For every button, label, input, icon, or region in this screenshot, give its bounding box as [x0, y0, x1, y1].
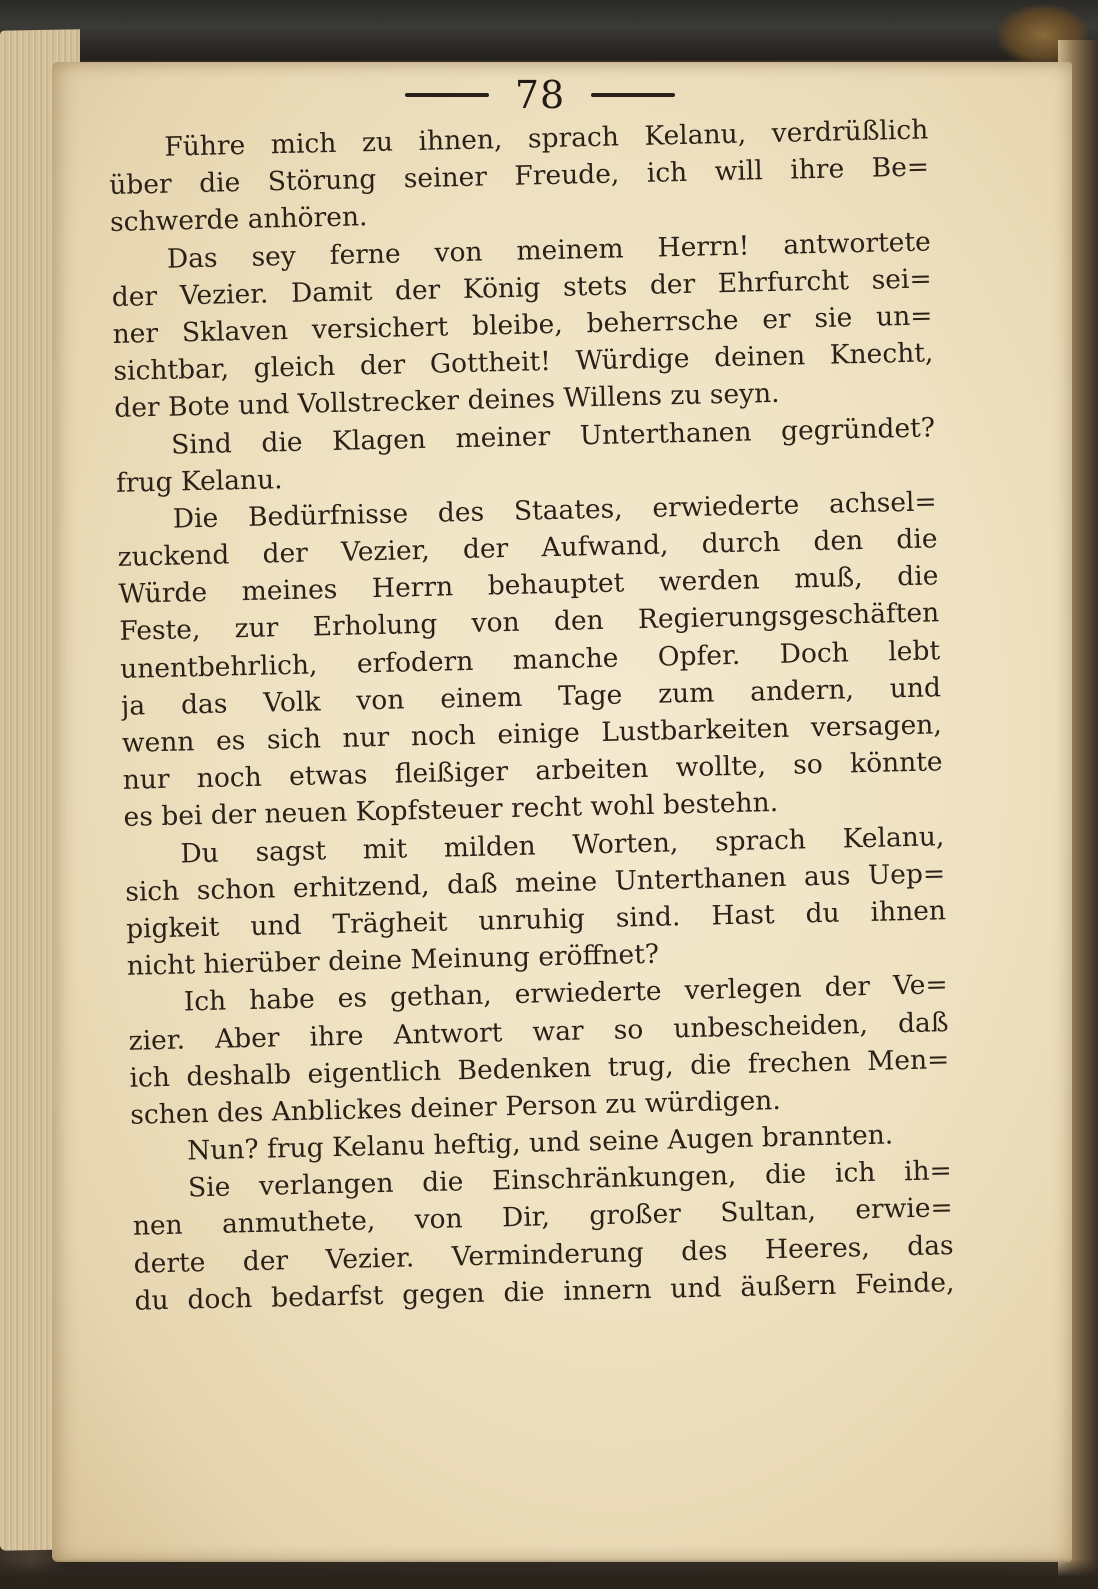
- text-line: ja das Volk von einem Tage zum andern, und: [120, 672, 942, 722]
- text-line: wenn es sich nur noch einige Lustbarkeiten versagen,: [121, 709, 943, 759]
- text-line: Würde meines Herrn behauptet werden muß, die: [118, 560, 939, 611]
- text-line: nicht hierüber deine Meinung eröffnet?: [126, 938, 660, 982]
- book-cover-edge: [0, 0, 1098, 60]
- text-line: Du sagst mit milden Worten, sprach Kelanu,: [180, 820, 945, 870]
- page-header: [350, 70, 730, 120]
- text-line: Führe mich zu ihnen, sprach Kelanu, verdrüßlich: [164, 114, 929, 163]
- text-line: Nun? frug Kelanu heftig, und seine Augen brannten.: [186, 1119, 894, 1167]
- text-line: zuckend der Vezier, der Aufwand, durch den die: [117, 523, 938, 573]
- text-line: der Vezier. Damit der König stets der Ehrfurcht sei=: [111, 263, 932, 313]
- text-line: über die Störung seiner Freude, ich will ihre Be=: [108, 151, 930, 202]
- text-line: unentbehrlich, erfodern manche Opfer. Doch lebt: [119, 634, 941, 685]
- text-line: zier. Aber ihre Antwort war so unbescheiden, daß: [128, 1006, 949, 1057]
- text-line: sich schon erhitzend, daß meine Unterthanen aus Uep=: [124, 857, 946, 908]
- text-line: schwerde anhören.: [109, 201, 368, 239]
- text-line: derte der Vezier. Verminderung des Heeres, das: [133, 1229, 954, 1280]
- text-line: ich deshalb eigentlich Bedenken trug, die frechen Men=: [129, 1043, 950, 1094]
- page-body-text: [108, 111, 955, 1319]
- text-line: Das sey ferne von meinem Herrn! antwortete: [166, 225, 932, 275]
- text-line: frug Kelanu.: [115, 463, 283, 499]
- text-line: Die Bedürfnisse des Staates, erwiederte achsel=: [172, 486, 937, 535]
- text-line: Feste, zur Erholung von den Regierungsgeschäften: [119, 597, 940, 648]
- text-line: der Bote und Vollstrecker deines Willens zu seyn.: [113, 378, 780, 425]
- text-line: Ich habe es gethan, erwiederte verlegen der Ve=: [183, 969, 948, 1018]
- text-line: Sind die Klagen meiner Unterthanen gegründet?: [170, 411, 936, 461]
- text-line: ner Sklaven versichert bleibe, beherrsche er sie un=: [112, 300, 933, 350]
- text-line: sichtbar, gleich der Gottheit! Würdige deinen Knecht,: [113, 337, 934, 388]
- text-line: nur noch etwas fleißiger arbeiten wollte, so könnte: [122, 746, 943, 797]
- header-rule-left: [405, 93, 489, 97]
- text-line: es bei der neuen Kopfsteuer recht wohl bestehn.: [123, 787, 779, 834]
- text-line: du doch bedarfst gegen die innern und äußern Feinde,: [134, 1266, 955, 1317]
- text-line: Sie verlangen die Einschränkungen, die ich ih=: [187, 1155, 953, 1204]
- bottom-shadow: [0, 1559, 1098, 1589]
- text-line: nen anmuthete, von Dir, großer Sultan, erwie=: [132, 1192, 954, 1243]
- text-line: pigkeit und Trägheit unruhig sind. Hast du ihnen: [125, 895, 947, 945]
- page-number: 78: [514, 73, 566, 117]
- header-rule-right: [591, 93, 675, 97]
- text-line: schen des Anblickes deiner Person zu würdigen.: [130, 1084, 782, 1131]
